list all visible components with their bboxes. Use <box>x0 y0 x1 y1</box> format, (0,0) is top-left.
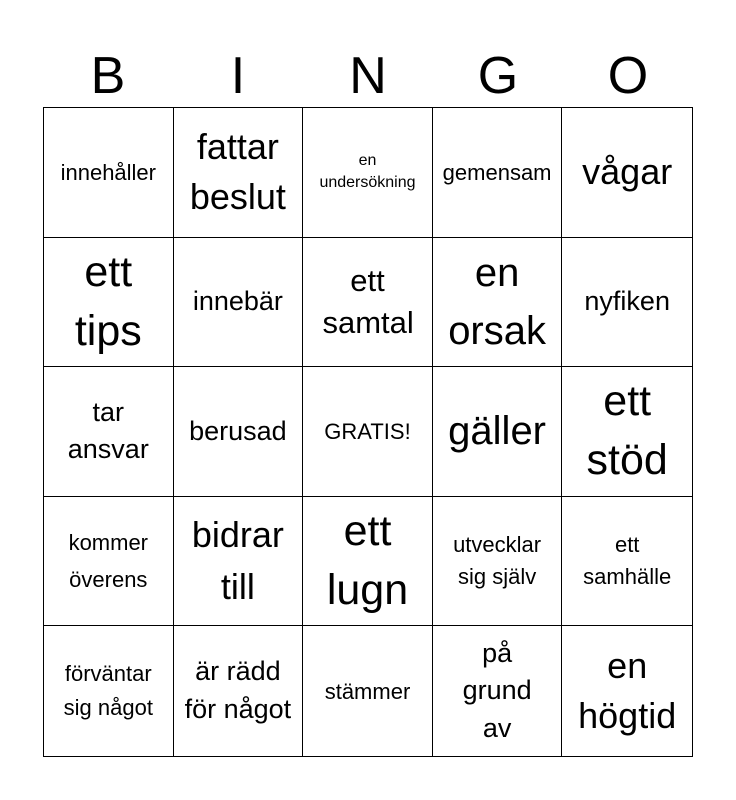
bingo-cell[interactable] <box>562 108 692 238</box>
bingo-cell[interactable] <box>44 367 174 497</box>
bingo-cell[interactable] <box>44 108 174 238</box>
bingo-cell[interactable] <box>303 626 433 756</box>
cell-text: fattar beslut <box>189 125 286 218</box>
cell-text: GRATIS! <box>324 418 411 444</box>
bingo-header <box>43 44 693 108</box>
bingo-cell[interactable] <box>562 626 692 756</box>
cell-text: en undersökning <box>319 151 416 192</box>
bingo-board <box>43 107 693 757</box>
bingo-cell[interactable] <box>303 367 433 497</box>
bingo-cell[interactable] <box>433 626 563 756</box>
cell-text: en orsak <box>448 250 546 353</box>
bingo-cell[interactable] <box>174 108 304 238</box>
cell-text: stämmer <box>324 678 411 704</box>
header-letter-b: B <box>90 47 126 105</box>
bingo-cell[interactable] <box>303 497 433 627</box>
cell-text: bidrar till <box>191 513 284 608</box>
cell-text: ett tips <box>74 247 142 355</box>
bingo-cell[interactable] <box>433 108 563 238</box>
bingo-cell[interactable] <box>562 367 692 497</box>
bingo-cell[interactable] <box>303 108 433 238</box>
cell-text: på grund av <box>462 637 532 744</box>
cell-text: förväntar sig något <box>63 661 153 721</box>
bingo-cell[interactable] <box>174 626 304 756</box>
bingo-cell[interactable] <box>174 497 304 627</box>
bingo-cell[interactable] <box>433 367 563 497</box>
cell-text: ett lugn <box>326 506 409 615</box>
header-letter-n: N <box>349 47 387 105</box>
cell-text: en högtid <box>578 644 677 737</box>
header-letter-g: G <box>477 47 519 105</box>
bingo-cell[interactable] <box>433 497 563 627</box>
bingo-cell[interactable] <box>174 238 304 368</box>
bingo-cell[interactable] <box>174 367 304 497</box>
bingo-cell[interactable] <box>44 626 174 756</box>
header-letter-o: O <box>607 47 649 105</box>
cell-text: innehåller <box>60 159 156 185</box>
header-letter-i: I <box>230 47 246 105</box>
cell-text: nyfiken <box>584 285 670 316</box>
cell-text: ett samhälle <box>583 532 672 590</box>
bingo-cell[interactable] <box>303 238 433 368</box>
cell-text: innebär <box>192 285 283 316</box>
cell-text: tar ansvar <box>67 396 149 465</box>
cell-text: kommer överens <box>68 529 149 593</box>
bingo-cell[interactable] <box>44 238 174 368</box>
cell-text: berusad <box>189 415 287 446</box>
cell-text: gäller <box>448 409 547 454</box>
bingo-cell[interactable] <box>44 497 174 627</box>
bingo-cell[interactable] <box>562 497 692 627</box>
cell-text: ett samtal <box>322 263 414 340</box>
bingo-cell[interactable] <box>433 238 563 368</box>
cell-text: vågar <box>582 151 673 193</box>
cell-text: gemensam <box>442 159 552 185</box>
cell-text: är rädd för något <box>184 656 292 725</box>
bingo-cell[interactable] <box>562 238 692 368</box>
cell-text: ett stöd <box>586 377 668 485</box>
cell-text: utvecklar sig själv <box>453 532 542 590</box>
